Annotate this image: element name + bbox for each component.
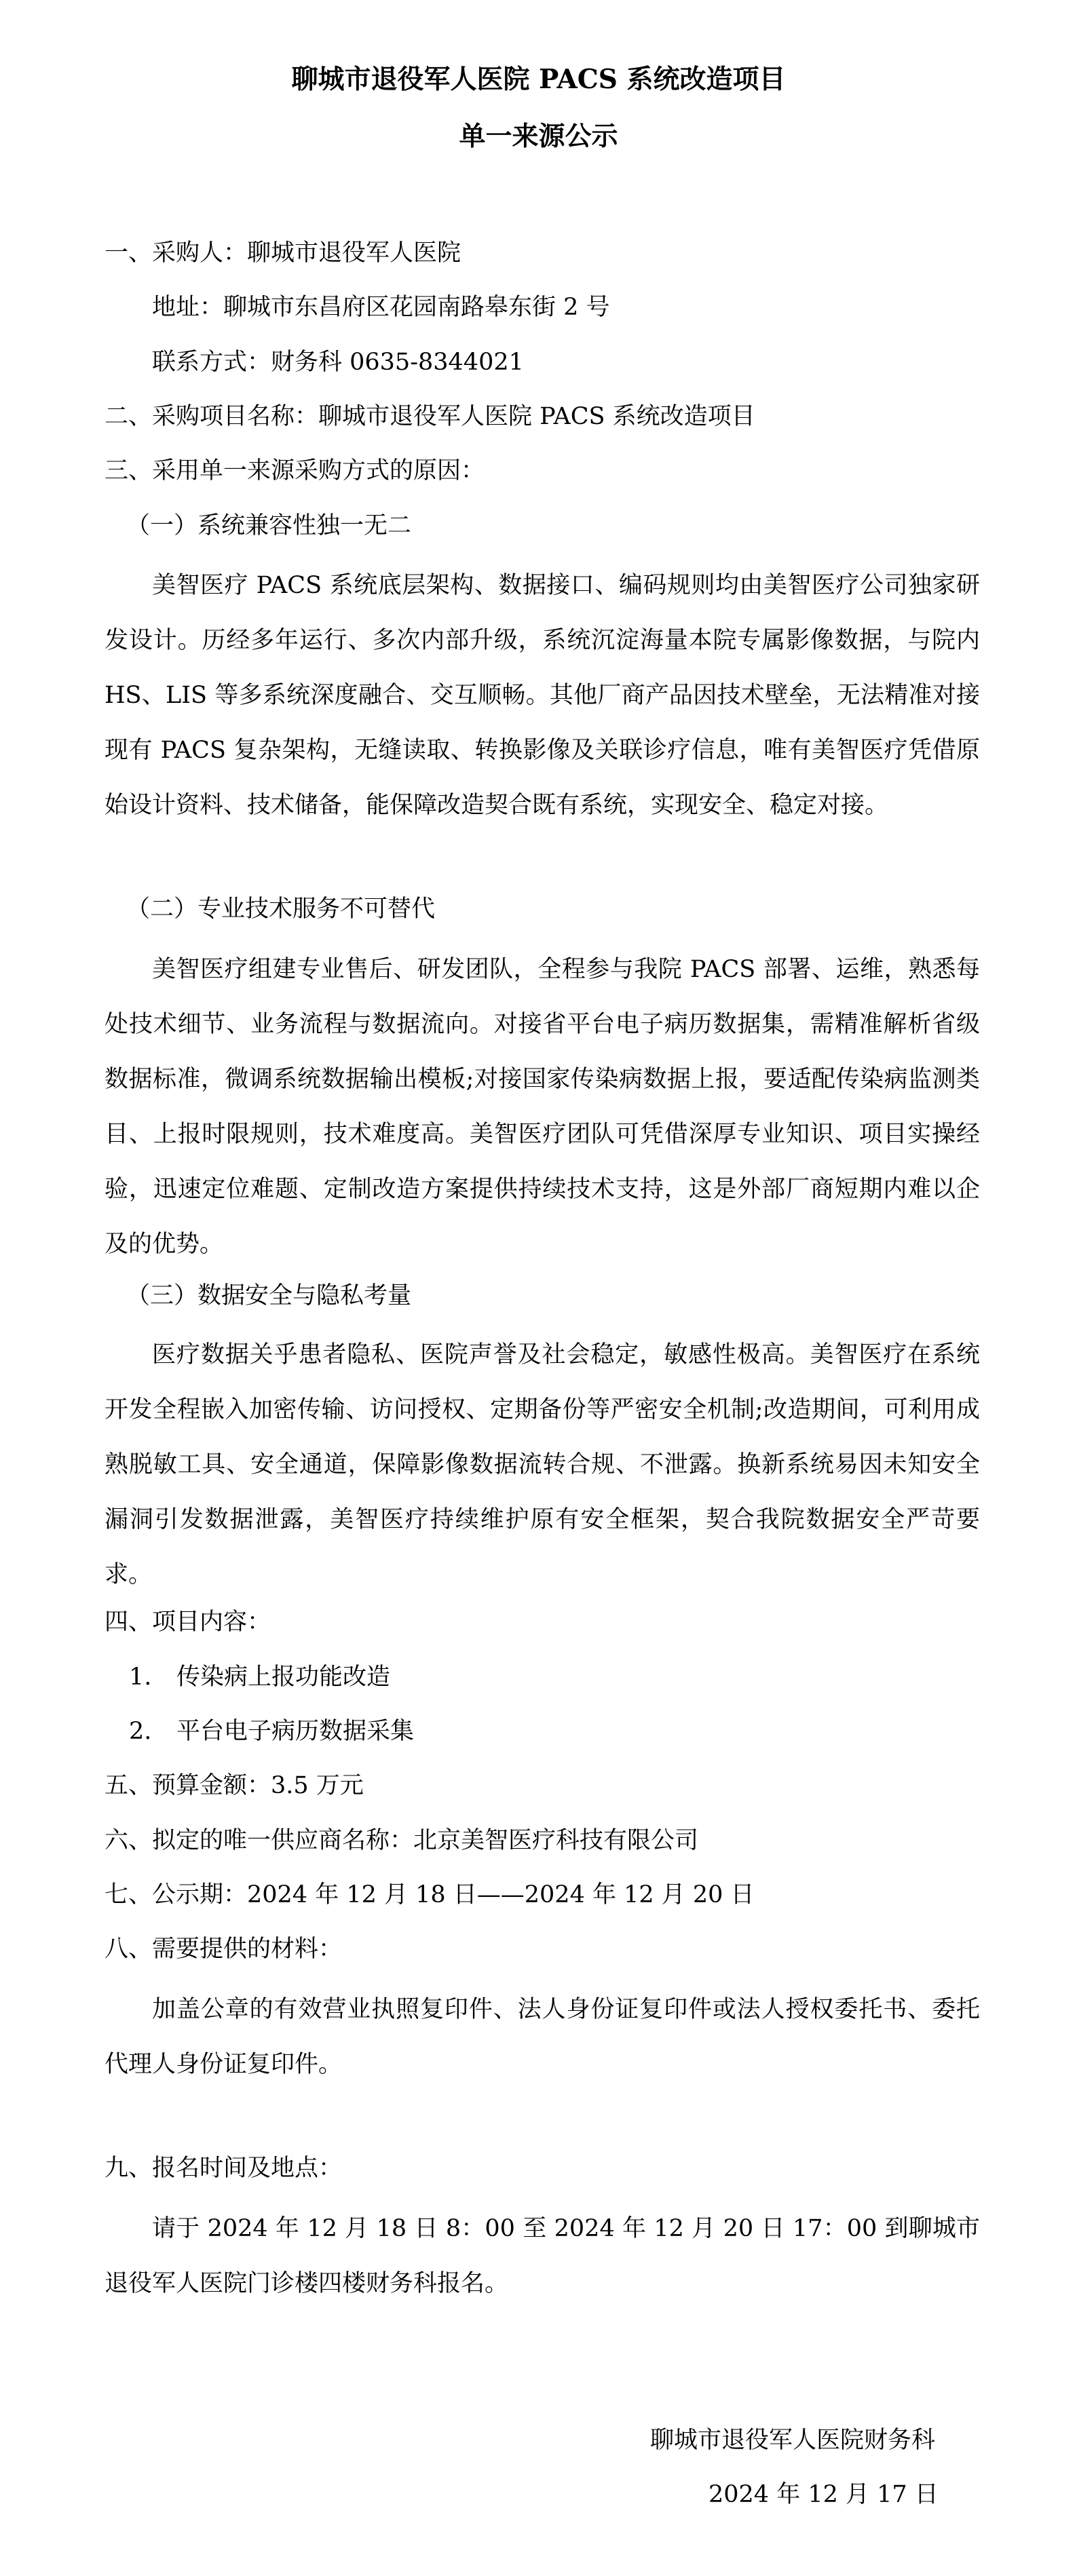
content-item-2 bbox=[129, 1717, 414, 1746]
content-item-2-text: 平台电子病历数据采集 bbox=[176, 1718, 415, 1745]
document-subtitle: 单一来源公示 bbox=[459, 121, 618, 152]
period-line: 七、公示期：2024 年 12 月 18 日——2024 年 12 月 20 日 bbox=[105, 1881, 755, 1908]
content-item-2-number: 2. bbox=[129, 1718, 152, 1745]
purchaser-contact: 联系方式：财务科 0635-8344021 bbox=[152, 349, 524, 376]
content-item-1 bbox=[129, 1663, 390, 1691]
reason-1-body: 美智医疗 PACS 系统底层架构、数据接口、编码规则均由美智医疗公司独家研发设计。历经多年运行、多次内部升级，系统沉淀海量本院专属影像数据，与院内 HS、LIS 等多系统深度融合、交互顺畅。其他厂商产品因技术壁垒，无法精准对接现有 PACS 复杂架构，无缝读取、转换影像及关联诊疗信息，唯有美智医疗凭借原始设计资料、技术储备，能保障改造契合既有系统，实现安全、稳定对接。 bbox=[105, 572, 980, 819]
budget-line: 五、预算金额：3.5 万元 bbox=[105, 1772, 364, 1799]
materials-heading: 八、需要提供的材料： bbox=[105, 1936, 343, 1963]
reason-1-subheading: （一）系统兼容性独一无二 bbox=[126, 512, 412, 539]
purchaser-address: 地址：聊城市东昌府区花园南路皋东街 2 号 bbox=[152, 294, 610, 321]
reason-3-subheading: （三）数据安全与隐私考量 bbox=[126, 1282, 412, 1309]
supplier-line: 六、拟定的唯一供应商名称：北京美智医疗科技有限公司 bbox=[105, 1827, 699, 1854]
registration-body: 请于 2024 年 12 月 18 日 8：00 至 2024 年 12 月 20 日 17：00 到聊城市退役军人医院门诊楼四楼财务科报名。 bbox=[105, 2215, 980, 2297]
content-heading: 四、项目内容： bbox=[105, 1609, 271, 1636]
project-name: 二、采购项目名称：聊城市退役军人医院 PACS 系统改造项目 bbox=[105, 403, 755, 430]
reason-2-subheading: （二）专业技术服务不可替代 bbox=[126, 896, 436, 923]
reason-2-body: 美智医疗组建专业售后、研发团队，全程参与我院 PACS 部署、运维，熟悉每处技术细节、业务流程与数据流向。对接省平台电子病历数据集，需精准解析省级数据标准，微调系统数据输出模板;对接国家传染病数据上报，要适配传染病监测类目、上报时限规则，技术难度高。美智医疗团队可凭借深厚专业知识、项目实操经验，迅速定位难题、定制改造方案提供持续技术支持，这是外部厂商短期内难以企及的优势。 bbox=[105, 956, 980, 1258]
signature-org: 聊城市退役军人医院财务科 bbox=[650, 2427, 936, 2454]
content-item-1-text: 传染病上报功能改造 bbox=[176, 1664, 391, 1691]
content-item-1-number: 1. bbox=[129, 1664, 152, 1691]
registration-heading: 九、报名时间及地点： bbox=[105, 2155, 343, 2182]
materials-body: 加盖公章的有效营业执照复印件、法人身份证复印件或法人授权委托书、委托代理人身份证复印件。 bbox=[105, 1996, 980, 2078]
reasons-heading: 三、采用单一来源采购方式的原因： bbox=[105, 457, 485, 484]
signature-date: 2024 年 12 月 17 日 bbox=[708, 2481, 939, 2508]
purchaser-heading: 一、采购人：聊城市退役军人医院 bbox=[105, 239, 461, 267]
document-title: 聊城市退役军人医院 PACS 系统改造项目 bbox=[291, 64, 786, 95]
reason-3-body: 医疗数据关乎患者隐私、医院声誉及社会稳定，敏感性极高。美智医疗在系统开发全程嵌入加密传输、访问授权、定期备份等严密安全机制;改造期间，可利用成熟脱敏工具、安全通道，保障影像数据流转合规、不泄露。换新系统易因未知安全漏洞引发数据泄露，美智医疗持续维护原有安全框架，契合我院数据安全严苛要求。 bbox=[105, 1341, 980, 1588]
